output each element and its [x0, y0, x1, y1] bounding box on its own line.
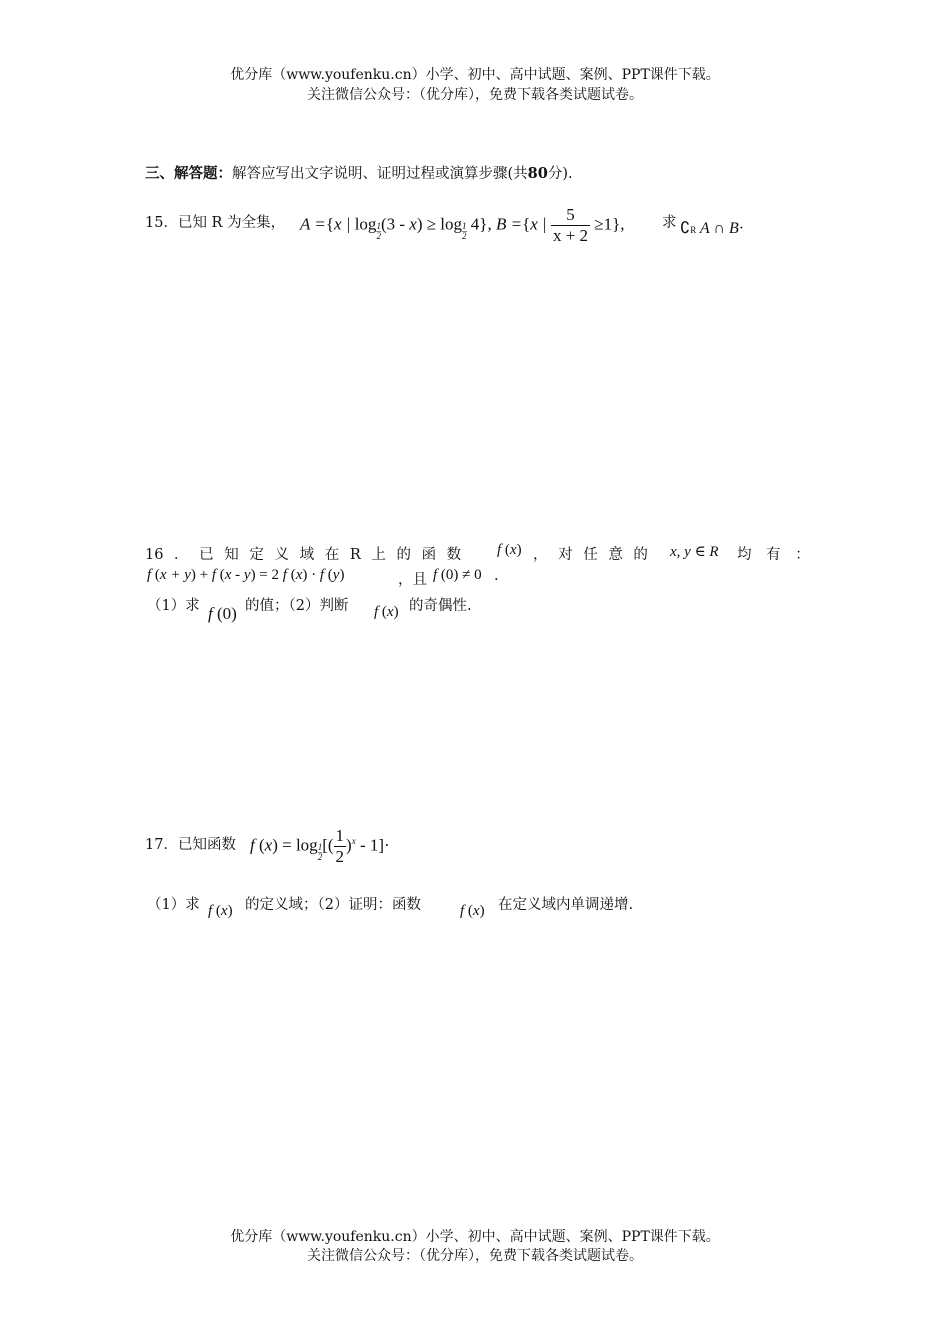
footer-line-1: 优分库（www.youfenku.cn）小学、初中、高中试题、案例、PPT课件下载。: [230, 1229, 720, 1245]
q16-functional-eq: f (x + y) + f (x - y) = 2 f (x) · f (y): [147, 567, 345, 583]
q15-target: ∁R A ∩ B·: [680, 220, 745, 237]
q16-fx-2: f (x): [374, 604, 399, 620]
q15-formula: A ={x | $\log\frac{1}{2}$ $(3 - x) \ge \log\frac{1}{2}$ 4}, B ={x | $\frac{5}{x + 2}$ ≥1},: [300, 205, 625, 245]
footer-line-2: 关注微信公众号：（优分库），免费下载各类试题试卷。: [307, 1248, 643, 1264]
q16-tail: 均 有 ：: [737, 547, 810, 563]
q16-part1-post: 的值；（2）判断: [245, 598, 349, 614]
q17-part1-post: 的定义域；（2）证明：函数: [245, 897, 421, 913]
q17-lead: 17．已知函数: [145, 837, 236, 853]
q17-part1-pre: （1）求: [147, 897, 200, 913]
section-tail: 分).: [547, 166, 573, 182]
q17-end: ·: [384, 835, 390, 855]
q15-mid: 求: [662, 215, 677, 231]
q16-part2-post: 的奇偶性.: [409, 598, 472, 614]
section-title: 三、解答题：: [145, 165, 232, 182]
q15-lead: 15．已知 R 为全集，: [145, 215, 286, 231]
q16-end: .: [494, 568, 499, 584]
header-line-1: 优分库（www.youfenku.cn）小学、初中、高中试题、案例、PPT课件下载。: [230, 67, 720, 83]
q16-xy-in-r: x, y ∈ R: [670, 544, 719, 560]
section-score: 80: [527, 165, 548, 182]
q17-part2-post: 在定义域内单调递增.: [498, 897, 634, 913]
q16-fx: f (x): [497, 542, 522, 558]
q16-part1-pre: （1）求: [147, 598, 200, 614]
q17-fx: f (x): [208, 903, 233, 919]
q16-f0: f (0): [208, 604, 237, 623]
q16-mid: ， 对 任 意 的: [533, 547, 648, 563]
q17-fx-2: f (x): [460, 903, 485, 919]
q15-end: ·: [738, 220, 745, 237]
header-line-2: 关注微信公众号：（优分库），免费下载各类试题试卷。: [307, 87, 643, 103]
q17-formula: f $(x) = \log\frac{1}{2}$ [( $\frac{1}{2}$ )$^x$ - 1]·: [250, 826, 390, 866]
section-heading: [145, 162, 573, 183]
section-desc: 解答应写出文字说明、证明过程或演算步骤(共: [232, 166, 528, 182]
q16-f0-ne-0: f (0) ≠ 0: [433, 567, 482, 583]
q16-lead: 16 ． 已 知 定 义 域 在 R 上 的 函 数: [145, 547, 462, 563]
q16-cond: ，且: [398, 572, 427, 588]
